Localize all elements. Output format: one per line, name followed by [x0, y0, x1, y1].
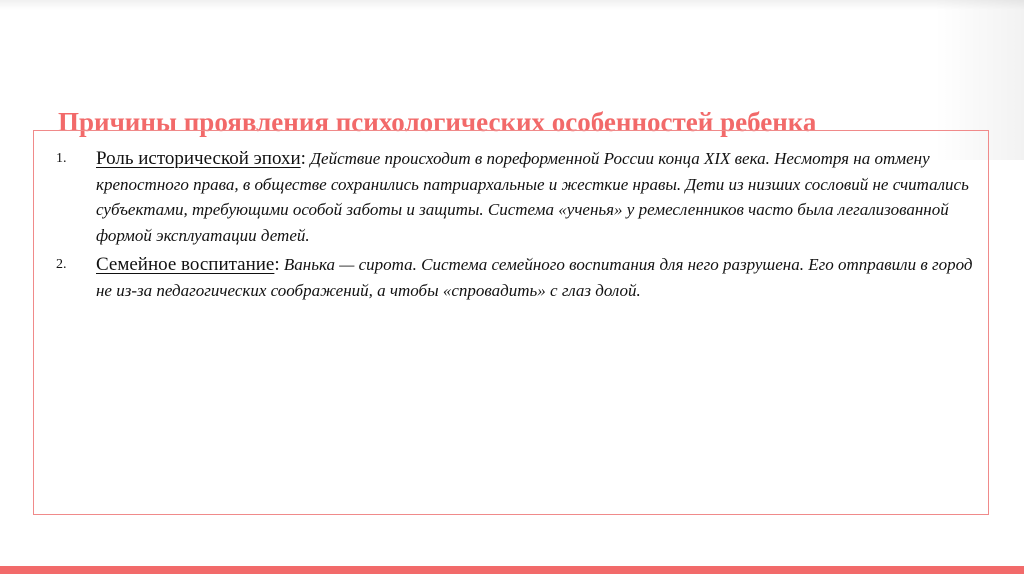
slide-title: Причины проявления психологических особенностей ребенка [58, 107, 817, 137]
cause-list [56, 146, 986, 307]
top-shadow [0, 0, 1024, 10]
item-number: 1. [56, 151, 67, 166]
bottom-accent-bar [0, 566, 1024, 574]
list-item [56, 252, 986, 303]
item-description: Ванька — сирота. Система семейного воспитания для него разрушена. Его отправили в город не из-за педагогических соображений, а чтобы «спровадить» с глаз долой. [96, 255, 973, 300]
item-colon: : [300, 148, 306, 169]
item-heading: Семейное воспитание [96, 254, 275, 275]
item-number: 2. [56, 257, 67, 272]
item-description: Действие происходит в пореформенной России конца XIX века. Несмотря на отмену крепостного права, в обществе сохранились патриархальные и жесткие нравы. Дети из низших сословий не считались субъектами, требующими особой заботы и защиты. Система «ученья» у ремесленников часто была легализованной формой эксплуатации детей. [96, 149, 969, 245]
item-colon: : [274, 254, 280, 275]
list-item [56, 146, 986, 248]
item-heading: Роль исторической эпохи [96, 148, 301, 169]
